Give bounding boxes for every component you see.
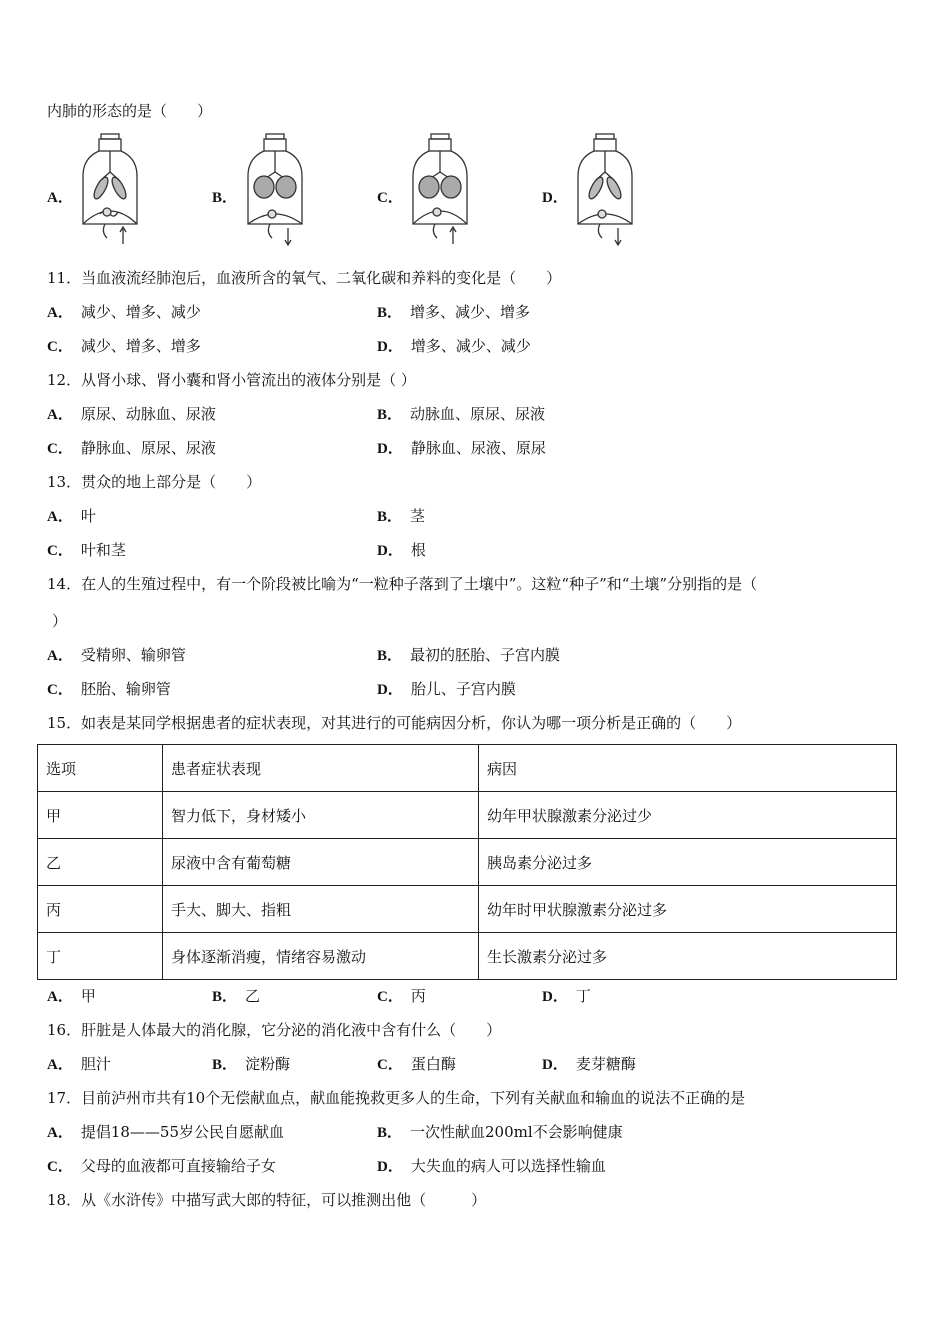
table-cell: 胰岛素分泌过多 [479, 839, 897, 886]
q15-stem: 15．如表是某同学根据患者的症状表现，对其进行的可能病因分析，你认为哪一项分析是正确的（ ） [47, 714, 742, 732]
bell-jar-diagram-d [570, 132, 640, 250]
table-cell: 幼年时甲状腺激素分泌过多 [479, 886, 897, 933]
table-header-cell: 患者症状表现 [163, 745, 479, 792]
q11-option-d[interactable]: D． 增多、减少、减少 [377, 337, 531, 355]
q16-option-a[interactable]: A． 胆汁 [47, 1055, 111, 1073]
table-cell: 甲 [38, 792, 163, 839]
table-cell: 尿液中含有葡萄糖 [163, 839, 479, 886]
q11-option-c[interactable]: C． 减少、增多、增多 [47, 337, 201, 355]
q17-option-c[interactable]: C． 父母的血液都可直接输给子女 [47, 1157, 276, 1175]
table-cell: 身体逐渐消瘦，情绪容易激动 [163, 933, 479, 980]
table-cell: 幼年甲状腺激素分泌过少 [479, 792, 897, 839]
q17-option-b[interactable]: B． 一次性献血200ml不会影响健康 [377, 1123, 623, 1141]
bell-jar-diagram-c [405, 132, 475, 250]
q15-option-d[interactable]: D． 丁 [542, 987, 591, 1005]
q11-option-a[interactable]: A． 减少、增多、减少 [47, 303, 201, 321]
q12-option-b[interactable]: B． 动脉血、原尿、尿液 [377, 405, 546, 423]
table-row [38, 839, 897, 886]
q18-stem: 18．从《水浒传》中描写武大郎的特征，可以推测出他（ ） [47, 1191, 487, 1209]
q15-option-b[interactable]: B． 乙 [212, 987, 261, 1005]
table-row [38, 792, 897, 839]
table-row [38, 886, 897, 933]
table-header-cell: 选项 [38, 745, 163, 792]
table-cell: 手大、脚大、指粗 [163, 886, 479, 933]
q16-option-d[interactable]: D． 麦芽糖酶 [542, 1055, 636, 1073]
q11-option-b[interactable]: B． 增多、减少、增多 [377, 303, 531, 321]
bell-jar-diagram-b [240, 132, 310, 250]
q14-option-c[interactable]: C． 胚胎、输卵管 [47, 680, 171, 698]
q12-stem: 12．从肾小球、肾小囊和肾小管流出的液体分别是（ ） [47, 371, 416, 389]
table-header-cell: 病因 [479, 745, 897, 792]
bell-jar-diagram-a [75, 132, 145, 250]
q12-option-c[interactable]: C． 静脉血、原尿、尿液 [47, 439, 216, 457]
q16-option-c[interactable]: C． 蛋白酶 [377, 1055, 456, 1073]
table-header-row [38, 745, 897, 792]
q17-stem: 17．目前泸州市共有10个无偿献血点，献血能挽救更多人的生命，下列有关献血和输血的说法不正确的是 [47, 1089, 746, 1107]
q16-stem: 16．肝脏是人体最大的消化腺，它分泌的消化液中含有什么（ ） [47, 1021, 502, 1039]
table-cell: 生长激素分泌过多 [479, 933, 897, 980]
q17-option-d[interactable]: D． 大失血的病人可以选择性输血 [377, 1157, 606, 1175]
q10-figure-options: A． B． C． D． [47, 132, 647, 252]
q12-option-a[interactable]: A． 原尿、动脉血、尿液 [47, 405, 216, 423]
q15-option-a[interactable]: A． 甲 [47, 987, 96, 1005]
q14-option-d[interactable]: D． 胎儿、子宫内膜 [377, 680, 516, 698]
q16-option-b[interactable]: B． 淀粉酶 [212, 1055, 291, 1073]
q13-option-a[interactable]: A． 叶 [47, 507, 96, 525]
q15-table [37, 744, 897, 980]
q14-option-b[interactable]: B． 最初的胚胎、子宫内膜 [377, 646, 561, 664]
table-cell: 丙 [38, 886, 163, 933]
q14-stem: 14．在人的生殖过程中，有一个阶段被比喻为“一粒种子落到了土壤中”。这粒“种子”和“土壤”分别指的是（ [47, 575, 758, 593]
q13-stem: 13．贯众的地上部分是（ ） [47, 473, 262, 491]
q13-option-c[interactable]: C． 叶和茎 [47, 541, 126, 559]
table-cell: 乙 [38, 839, 163, 886]
q13-option-d[interactable]: D． 根 [377, 541, 426, 559]
q17-option-a[interactable]: A． 提倡18——55岁公民自愿献血 [47, 1123, 285, 1141]
table-cell: 丁 [38, 933, 163, 980]
q12-option-d[interactable]: D． 静脉血、尿液、原尿 [377, 439, 546, 457]
q14-stem-continued: ） [52, 612, 68, 630]
q10-stem-tail: 内肺的形态的是（ ） [47, 102, 213, 120]
q15-option-c[interactable]: C． 丙 [377, 987, 426, 1005]
q11-stem: 11．当血液流经肺泡后，血液所含的氧气、二氧化碳和养料的变化是（ ） [47, 269, 562, 287]
q14-option-a[interactable]: A． 受精卵、输卵管 [47, 646, 186, 664]
q13-option-b[interactable]: B． 茎 [377, 507, 426, 525]
table-row [38, 933, 897, 980]
table-cell: 智力低下，身材矮小 [163, 792, 479, 839]
